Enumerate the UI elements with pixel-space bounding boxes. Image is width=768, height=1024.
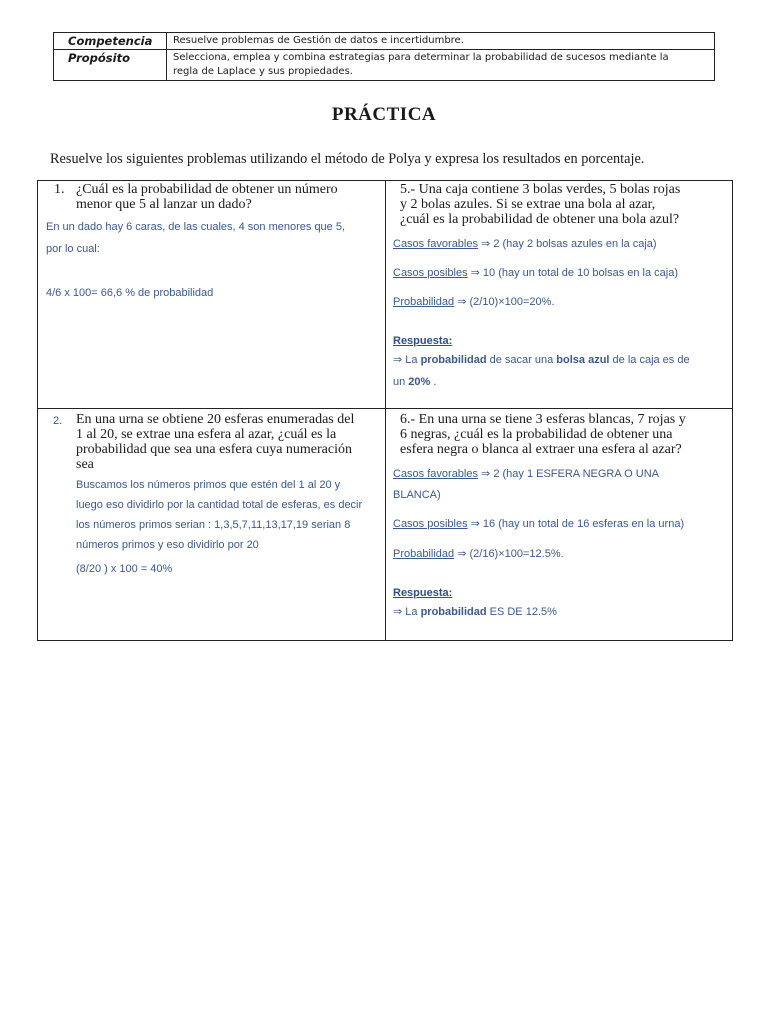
problem-6-possible-cases <box>393 517 684 530</box>
favorable-cases-value: ⇒ 2 (hay 2 bolsas azules en la caja) <box>478 238 657 250</box>
problem-1-number: 1. <box>54 182 65 197</box>
problem-5-probability <box>393 295 555 308</box>
favorable-cases-label: Casos favorables <box>393 238 478 250</box>
problem-5-answer-line-1 <box>393 353 690 366</box>
proposito-line-2: regla de Laplace y sus propiedades. <box>173 66 353 77</box>
header-table <box>53 32 715 81</box>
problem-6-answer-line <box>393 605 557 618</box>
proposito-label: Propósito <box>54 50 167 81</box>
possible-cases-value: ⇒ 16 (hay un total de 16 esferas en la urna) <box>467 518 685 530</box>
answer-bold-percent: 20% <box>408 376 431 388</box>
problem-5-question-line-1: 5.- Una caja contiene 3 bolas verdes, 5 bolas rojas <box>400 182 681 197</box>
problems-table <box>37 180 733 641</box>
competencia-text: Resuelve problemas de Gestión de datos e incertidumbre. <box>167 33 715 50</box>
problem-5-answer-label: Respuesta: <box>393 335 453 347</box>
problem-1-question-line-2: menor que 5 al lanzar un dado? <box>76 197 252 212</box>
problem-1-answer-result: 4/6 x 100= 66,6 % de probabilidad <box>46 287 214 299</box>
answer-middle: de sacar una <box>486 354 557 366</box>
probability-value: ⇒ (2/10)×100=20%. <box>454 296 555 308</box>
problem-6-question-line-3: esfera negra o blanca al extraer una esfera al azar? <box>400 442 682 457</box>
problem-2-question-line-2: 1 al 20, se extrae una esfera al azar, ¿cuál es la <box>76 427 337 442</box>
problem-5-possible-cases <box>393 266 678 279</box>
probability-label: Probabilidad <box>393 548 455 560</box>
possible-cases-label: Casos posibles <box>393 267 468 279</box>
problem-2-cell <box>38 409 385 640</box>
problem-1-question-line-1: ¿Cuál es la probabilidad de obtener un número <box>76 182 338 197</box>
answer-end: ES DE 12.5% <box>486 606 557 618</box>
favorable-cases-value: ⇒ 2 (hay 1 ESFERA NEGRA O UNA <box>478 468 659 480</box>
problem-6-favorable-cases <box>393 467 659 480</box>
problem-2-answer-line-3: los números primos serian : 1,3,5,7,11,13,17,19 serian 8 <box>76 519 351 531</box>
problem-2-answer-line-1: Buscamos los números primos que estén del 1 al 20 y <box>76 479 341 491</box>
problem-5-favorable-cases <box>393 237 657 250</box>
problem-6-cell <box>386 409 732 640</box>
answer-bold-probability: probabilidad <box>420 606 487 618</box>
problem-5-question-line-3: ¿cuál es la probabilidad de obtener una bola azul? <box>400 212 680 227</box>
answer-prefix: un <box>393 376 409 388</box>
problem-2-question-line-4: sea <box>76 457 94 472</box>
answer-bold-blue-bag: bolsa azul <box>556 354 610 366</box>
answer-bold-probability: probabilidad <box>420 354 487 366</box>
arrow-prefix: ⇒ La <box>393 606 421 618</box>
proposito-text <box>167 50 715 81</box>
problem-2-question-line-3: probabilidad que sea una esfera cuya numeración <box>76 442 352 457</box>
page-title: PRÁCTICA <box>331 104 437 125</box>
instruction-text: Resuelve los siguientes problemas utilizando el método de Polya y expresa los resultados en porcentaje. <box>50 151 645 167</box>
problem-5-question-line-2: y 2 bolas azules. Si se extrae una bola al azar, <box>400 197 656 212</box>
problem-6-favorable-cases-line-2: BLANCA) <box>393 489 441 501</box>
problem-2-number: 2. <box>53 415 63 427</box>
competencia-row <box>54 33 715 50</box>
problem-1-cell <box>38 181 385 408</box>
problem-1-answer-line-2: por lo cual: <box>46 243 100 255</box>
proposito-line-1: Selecciona, emplea y combina estrategias para determinar la probabilidad de sucesos mediante la <box>173 52 669 63</box>
arrow-prefix: ⇒ La <box>393 354 421 366</box>
problem-6-answer-label: Respuesta: <box>393 587 453 599</box>
answer-period: . <box>430 376 437 388</box>
problem-2-answer-line-2: luego eso dividirlo por la cantidad total de esferas, es decir <box>76 499 363 511</box>
probability-value: ⇒ (2/16)×100=12.5%. <box>454 548 564 560</box>
problem-6-question-line-1: 6.- En una urna se tiene 3 esferas blancas, 7 rojas y <box>400 412 686 427</box>
problem-6-probability <box>393 547 564 560</box>
answer-end: de la caja es de <box>609 354 690 366</box>
problem-2-answer-line-4: números primos y eso dividirlo por 20 <box>76 539 259 551</box>
problem-2-answer-result: (8/20 ) x 100 = 40% <box>76 563 173 575</box>
problem-5-answer-line-2 <box>393 376 436 388</box>
problem-2-question-line-1: En una urna se obtiene 20 esferas enumeradas del <box>76 412 355 427</box>
probability-label: Probabilidad <box>393 296 455 308</box>
favorable-cases-label: Casos favorables <box>393 468 478 480</box>
proposito-row <box>54 50 715 81</box>
possible-cases-label: Casos posibles <box>393 518 468 530</box>
competencia-label: Competencia <box>54 33 167 50</box>
problem-6-question-line-2: 6 negras, ¿cuál es la probabilidad de obtener una <box>400 427 673 442</box>
possible-cases-value: ⇒ 10 (hay un total de 10 bolsas en la caja) <box>467 267 678 279</box>
problem-5-cell <box>386 181 732 408</box>
problem-1-answer-line-1: En un dado hay 6 caras, de las cuales, 4 son menores que 5, <box>46 221 346 233</box>
